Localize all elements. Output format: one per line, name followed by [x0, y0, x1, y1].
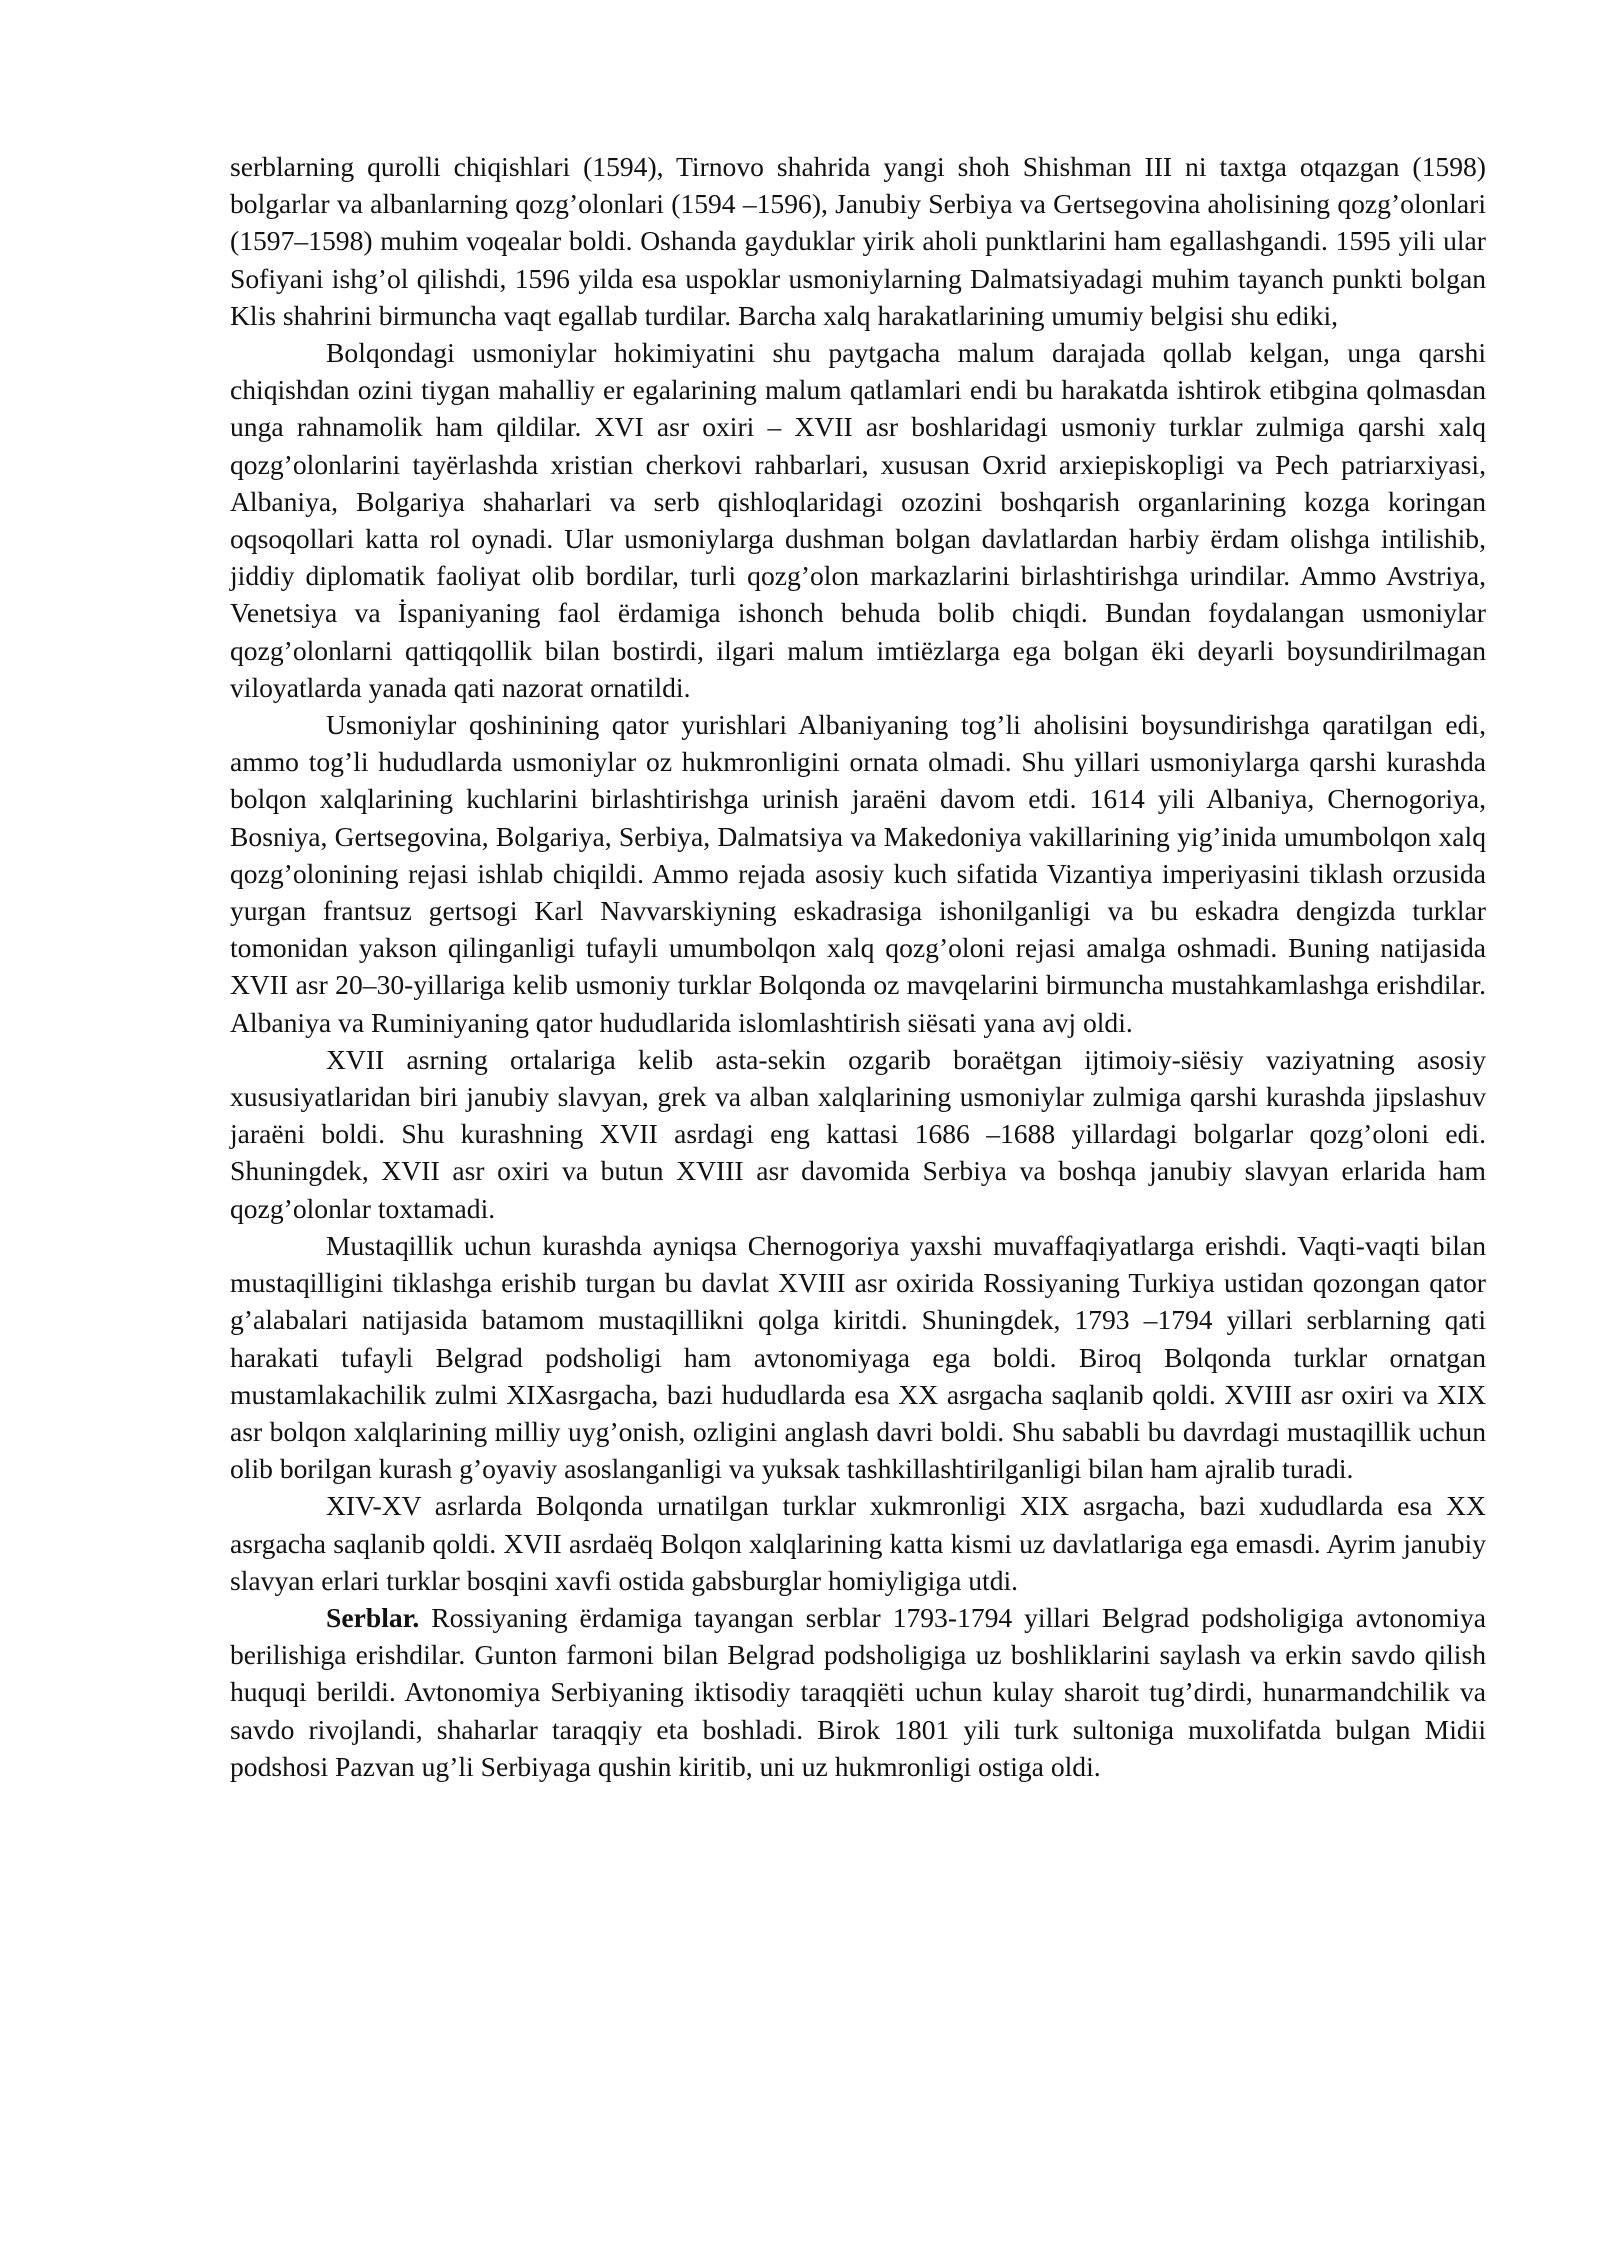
paragraph-4	[230, 1041, 1486, 1227]
paragraph-4-text: XVII asrning ortalariga kelib asta-sekin ozgarib boraëtgan ijtimoiy-siësiy vaziyatning asosiy xususiyatlaridan biri janubiy slavyan, grek va alban xalqlarining usmoniylar zulmiga qarshi kurashda jipslashuv jaraëni boldi. Shu kurashning XVII asrdagi eng kattasi 1686 –1688 yillardagi bolgarlar qozg’oloni edi. Shuningdek, XVII asr oxiri va butun XVIII asr davomida Serbiya va boshqa janubiy slavyan erlarida ham qozg’olonlar toxtamadi.	[230, 1043, 1486, 1224]
paragraph-7	[230, 1599, 1486, 1785]
paragraph-1	[230, 148, 1486, 334]
paragraph-3-text: Usmoniylar qoshinining qator yurishlari Albaniyaning tog’li aholisini boysundirishga qaratilgan edi, ammo tog’li hududlarda usmoniylar oz hukmronligini ornata olmadi. Shu yillari usmoniylarga qarshi kurashda bolqon xalqlarining kuchlarini birlashtirishga urinish jaraëni davom etdi. 1614 yili Albaniya, Chernogoriya, Bosniya, Gertsegovina, Bolgariya, Serbiya, Dalmatsiya va Makedoniya vakillarining yig’inida umumbolqon xalq qozg’olonining rejasi ishlab chiqildi. Ammo rejada asosiy kuch sifatida Vizantiya imperiyasini tiklash orzusida yurgan frantsuz gertsogi Karl Navvarskiyning eskadrasiga ishonilganligi va bu eskadra dengizda turklar tomonidan yakson qilinganligi tufayli umumbolqon xalq qozg’oloni rejasi amalga oshmadi. Buning natijasida XVII asr 20–30-yillariga kelib usmoniy turklar Bolqonda oz mavqelarini birmuncha mustahkamlashga erishdilar. Albaniya va Ruminiyaning qator hududlarida islomlashtirish siësati yana avj oldi.	[230, 709, 1486, 1038]
paragraph-5	[230, 1227, 1486, 1487]
paragraph-3	[230, 706, 1486, 1041]
paragraph-5-text: Mustaqillik uchun kurashda ayniqsa Chernogoriya yaxshi muvaffaqiyatlarga erishdi. Vaqti-vaqti bilan mustaqilligini tiklashga erishib turgan bu davlat XVIII asr oxirida Rossiyaning Turkiya ustidan qozongan qator g’alabalari natijasida batamom mustaqillikni qolga kiritdi. Shuningdek, 1793 –1794 yillari serblarning qati harakati tufayli Belgrad podsholigi ham avtonomiyaga ega boldi. Biroq Bolqonda turklar ornatgan mustamlakachilik zulmi XIXasrgacha, bazi hududlarda esa XX asrgacha saqlanib qoldi. XVIII asr oxiri va XIX asr bolqon xalqlarining milliy uyg’onish, ozligini anglash davri boldi. Shu sababli bu davrdagi mustaqillik uchun olib borilgan kurash g’oyaviy asoslanganligi va yuksak tashkillashtirilganligi bilan ham ajralib turadi.	[230, 1229, 1486, 1485]
paragraph-7-text: Rossiyaning ërdamiga tayangan serblar 1793-1794 yillari Belgrad podsholigiga avtonomiya berilishiga erishdilar. Gunton farmoni bilan Belgrad podsholigiga uz boshliklarini saylash va erkin savdo qilish huquqi berildi. Avtonomiya Serbiyaning iktisodiy taraqqiëti uchun kulay sharoit tug’dirdi, hunarmandchilik va savdo rivojlandi, shaharlar taraqqiy eta boshladi. Birok 1801 yili turk sultoniga muxolifatda bulgan Midii podshosi Pazvan ug’li Serbiyaga qushin kiritib, uni uz hukmronligi ostiga oldi.	[230, 1601, 1486, 1782]
paragraph-6	[230, 1487, 1486, 1599]
paragraph-2-text: Bolqondagi usmoniylar hokimiyatini shu paytgacha malum darajada qollab kelgan, unga qarshi chiqishdan ozini tiygan mahalliy er egalarining malum qatlamlari endi bu harakatda ishtirok etibgina qolmasdan unga rahnamolik ham qildilar. XVI asr oxiri – XVII asr boshlaridagi usmoniy turklar zulmiga qarshi xalq qozg’olonlarini tayërlashda xristian cherkovi rahbarlari, xususan Oxrid arxiepiskopligi va Pech patriarxiyasi, Albaniya, Bolgariya shaharlari va serb qishloqlaridagi ozozini boshqarish organlarining kozga koringan oqsoqollari katta rol oynadi. Ular usmoniylarga dushman bolgan davlatlardan harbiy ërdam olishga intilishib, jiddiy diplomatik faoliyat olib bordilar, turli qozg’olon markazlarini birlashtirishga urindilar. Ammo Avstriya, Venetsiya va İspaniyaning faol ërdamiga ishonch behuda bolib chiqdi. Bundan foydalangan usmoniylar qozg’olonlarni qattiqqollik bilan bostirdi, ilgari malum imtiëzlarga ega bolgan ëki deyarli boysundirilmagan viloyatlarda yanada qati nazorat ornatildi.	[230, 337, 1486, 703]
section-heading-serblar: Serblar.	[326, 1601, 420, 1633]
paragraph-6-text: XIV-XV asrlarda Bolqonda urnatilgan turklar xukmronligi XIX asrgacha, bazi xududlarda esa XX asrgacha saqlanib qoldi. XVII asrdaëq Bolqon xalqlarining katta kismi uz davlatlariga ega emasdi. Ayrim janubiy slavyan erlari turklar bosqini xavfi ostida gabsburglar homiyligiga utdi.	[230, 1490, 1486, 1596]
paragraph-1-text: serblarning qurolli chiqishlari (1594), Tirnovo shahrida yangi shoh Shishman III ni taxtga otqazgan (1598) bolgarlar va albanlarning qozg’olonlari (1594 –1596), Janubiy Serbiya va Gertsegovina aholisining qozg’olonlari (1597–1598) muhim voqealar boldi. Oshanda gayduklar yirik aholi punktlarini ham egallashgandi. 1595 yili ular Sofiyani ishg’ol qilishdi, 1596 yilda esa uspoklar usmoniylarning Dalmatsiyadagi muhim tayanch punkti bolgan Klis shahrini birmuncha vaqt egallab turdilar. Barcha xalq harakatlarining umumiy belgisi shu ediki,	[230, 151, 1486, 331]
document-page	[230, 148, 1486, 1785]
paragraph-2	[230, 334, 1486, 706]
